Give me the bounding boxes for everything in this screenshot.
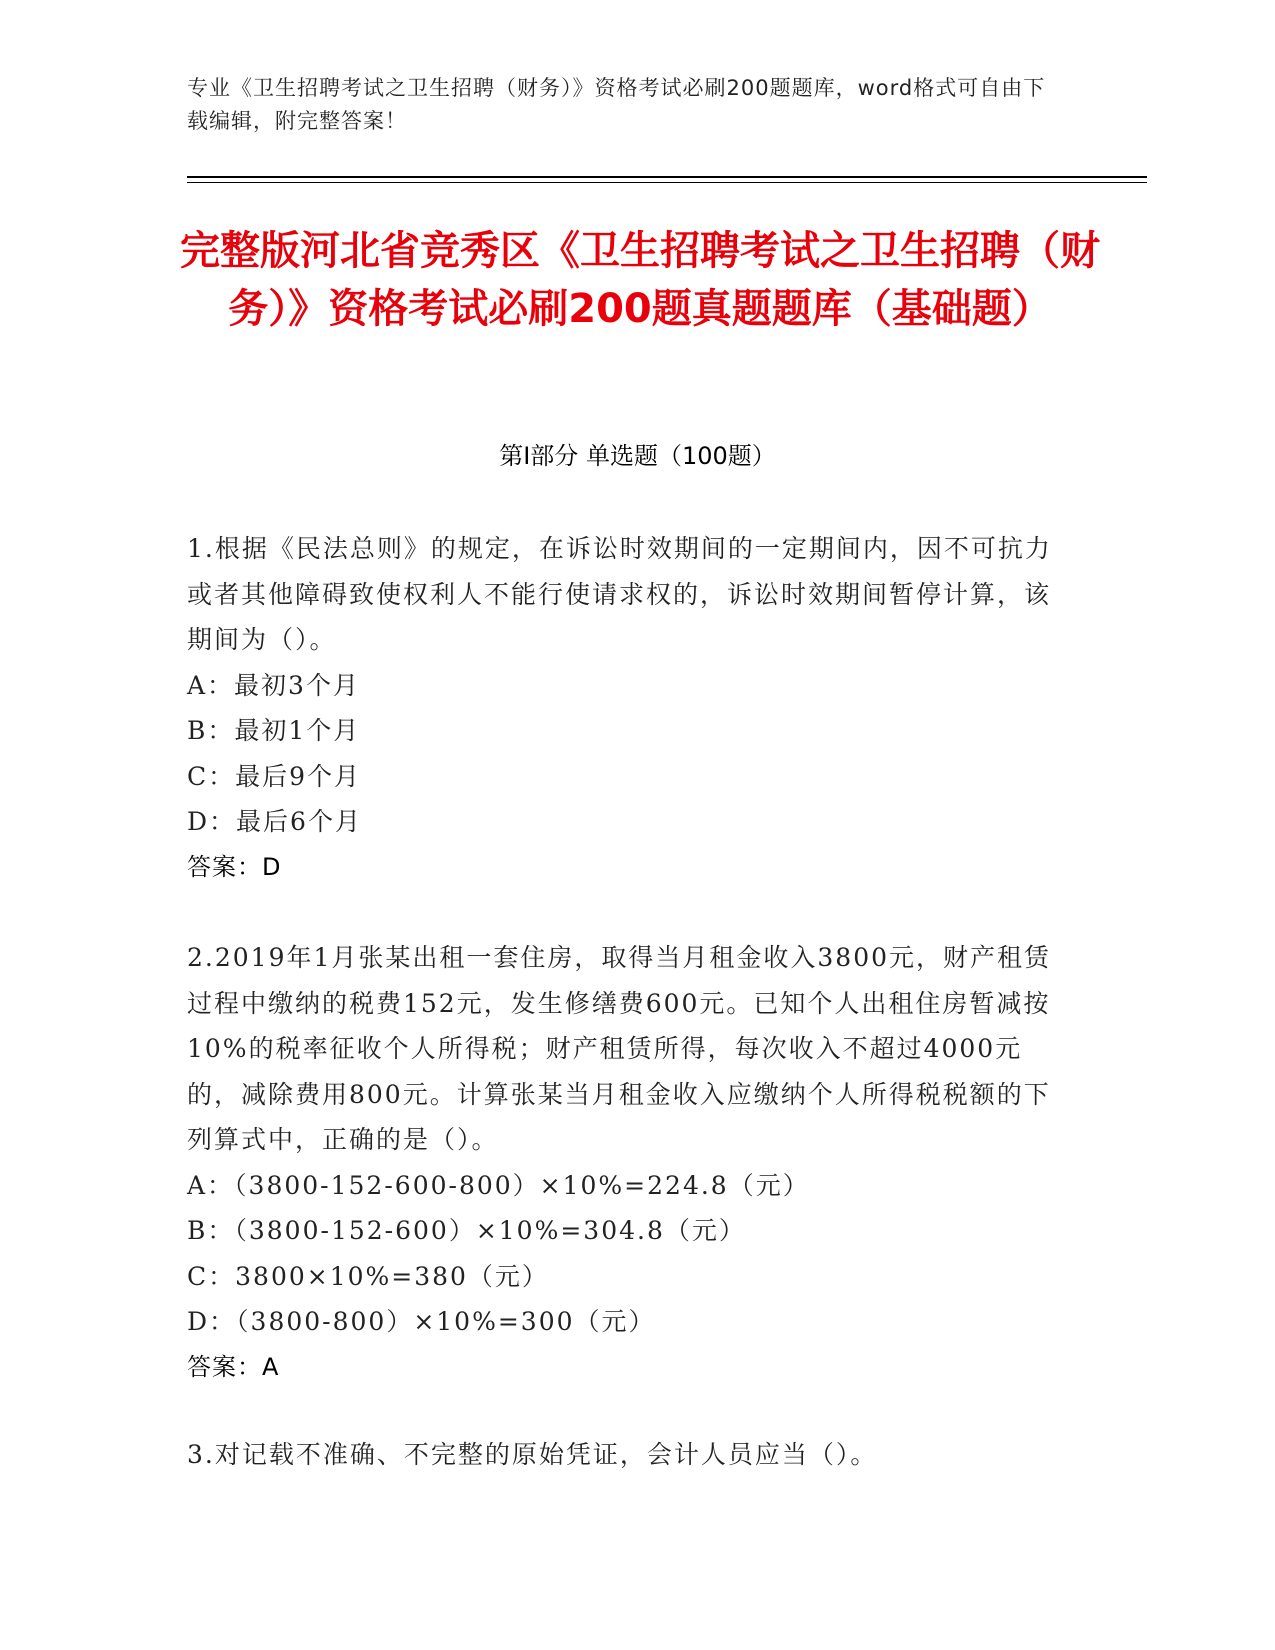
option-b: B：（3800-152-600）×10%=304.8（元） xyxy=(187,1216,746,1245)
question-stem: 1.根据《民法总则》的规定，在诉讼时效期间的一定期间内，因不可抗力或者其他障碍致使权利人不能行使请求权的，诉讼时效期间暂停计算，该期间为（）。 xyxy=(187,534,1052,654)
question-stem: 2.2019年1月张某出租一套住房，取得当月租金收入3800元，财产租赁过程中缴纳的税费152元，发生修缮费600元。已知个人出租住房暂减按10%的税率征收个人所得税；财产租赁所得，每次收入不超过4000元的，减除费用800元。计算张某当月租金收入应缴纳个人所得税税额的下列算式中，正确的是（）。 xyxy=(187,943,1052,1154)
option-b: B：最初1个月 xyxy=(187,716,361,745)
document-title: 完整版河北省竞秀区《卫生招聘考试之卫生招聘（财务）》资格考试必刷200题真题题库（基础题） xyxy=(180,228,1100,332)
header-divider-thin xyxy=(187,182,1147,183)
answer: 答案：A xyxy=(187,1352,280,1381)
option-c: C：最后9个月 xyxy=(187,761,362,791)
option-c: C：3800×10%=380（元） xyxy=(187,1261,549,1291)
section-heading: 第Ⅰ部分 单选题（100题） xyxy=(499,442,776,470)
question-2 xyxy=(187,935,1067,1390)
option-d: D：最后6个月 xyxy=(187,807,362,836)
question-stem: 3.对记载不准确、不完整的原始凭证，会计人员应当（）。 xyxy=(187,1440,878,1469)
question-1 xyxy=(187,526,1067,890)
question-3 xyxy=(187,1432,1067,1478)
option-d: D：（3800-800）×10%=300（元） xyxy=(187,1307,656,1336)
option-a: A：最初3个月 xyxy=(187,670,360,700)
header-note: 专业《卫生招聘考试之卫生招聘（财务）》资格考试必刷200题题库，word格式可自由下载编辑，附完整答案！ xyxy=(187,76,1046,133)
answer: 答案：D xyxy=(187,852,282,881)
option-a: A：（3800-152-600-800）×10%=224.8（元） xyxy=(187,1170,810,1200)
header-divider-thick xyxy=(187,176,1147,178)
